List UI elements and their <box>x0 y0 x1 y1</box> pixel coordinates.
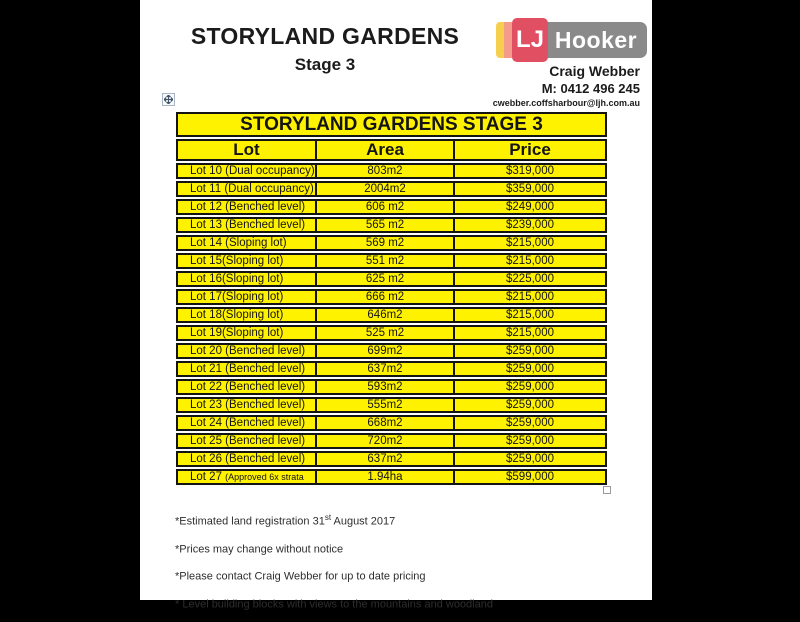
lot-cell: Lot 10 (Dual occupancy) <box>176 163 317 179</box>
agent-name: Craig Webber <box>549 63 640 79</box>
area-cell: 666 m2 <box>315 289 455 305</box>
price-cell: $259,000 <box>453 433 607 449</box>
price-cell: $215,000 <box>453 235 607 251</box>
table-row <box>176 181 607 197</box>
lot-table-body <box>176 163 607 485</box>
table-row <box>176 343 607 359</box>
agent-contact-block <box>493 63 640 108</box>
column-header-area: Area <box>315 139 455 161</box>
column-header-price: Price <box>453 139 607 161</box>
lot-cell: Lot 25 (Benched level) <box>176 433 317 449</box>
table-row <box>176 163 607 179</box>
notes <box>175 511 493 622</box>
lot-cell: Lot 23 (Benched level) <box>176 397 317 413</box>
lot-cell: Lot 20 (Benched level) <box>176 343 317 359</box>
agent-mobile: M: 0412 496 245 <box>541 81 640 96</box>
price-cell: $599,000 <box>453 469 607 485</box>
lot-cell: Lot 16(Sloping lot) <box>176 271 317 287</box>
price-cell: $215,000 <box>453 307 607 323</box>
area-cell: 625 m2 <box>315 271 455 287</box>
footnote: *Please contact Craig Webber for up to date pricing <box>175 570 426 583</box>
table-move-handle[interactable] <box>162 93 175 106</box>
price-cell: $259,000 <box>453 415 607 431</box>
table-row <box>176 469 607 485</box>
area-cell: 637m2 <box>315 451 455 467</box>
table-title: STORYLAND GARDENS STAGE 3 <box>176 112 607 137</box>
price-cell: $259,000 <box>453 451 607 467</box>
table-row <box>176 397 607 413</box>
lot-cell: Lot 24 (Benched level) <box>176 415 317 431</box>
price-cell: $239,000 <box>453 217 607 233</box>
table-title-row <box>176 112 607 137</box>
page-subtitle: Stage 3 <box>294 55 356 74</box>
lot-cell: Lot 18(Sloping lot) <box>176 307 317 323</box>
lj-badge <box>512 18 548 62</box>
table-row <box>176 199 607 215</box>
lot-cell: Lot 22 (Benched level) <box>176 379 317 395</box>
move-cross-icon <box>164 95 173 104</box>
lot-cell: Lot 14 (Sloping lot) <box>176 235 317 251</box>
area-cell: 699m2 <box>315 343 455 359</box>
footnote: *Prices may change without notice <box>175 543 344 556</box>
lj-badge-text: LJ <box>515 26 544 53</box>
table-header-row <box>176 139 607 161</box>
column-header-lot: Lot <box>176 139 317 161</box>
lot-cell: Lot 17(Sloping lot) <box>176 289 317 305</box>
price-cell: $249,000 <box>453 199 607 215</box>
logo-nameplate <box>545 22 647 58</box>
area-cell: 1.94ha <box>315 469 455 485</box>
page-title: STORYLAND GARDENS <box>190 23 460 49</box>
price-cell: $319,000 <box>453 163 607 179</box>
area-cell: 565 m2 <box>315 217 455 233</box>
price-cell: $359,000 <box>453 181 607 197</box>
table-row <box>176 361 607 377</box>
table-row <box>176 379 607 395</box>
price-cell: $259,000 <box>453 397 607 413</box>
area-cell: 668m2 <box>315 415 455 431</box>
price-cell: $259,000 <box>453 343 607 359</box>
lot-cell: Lot 26 (Benched level) <box>176 451 317 467</box>
table-row <box>176 217 607 233</box>
area-cell: 803m2 <box>315 163 455 179</box>
lot-cell: Lot 13 (Benched level) <box>176 217 317 233</box>
table-row <box>176 415 607 431</box>
area-cell: 555m2 <box>315 397 455 413</box>
price-cell: $259,000 <box>453 361 607 377</box>
logo-name-text: Hooker <box>554 26 638 53</box>
price-cell: $225,000 <box>453 271 607 287</box>
table-resize-handle[interactable] <box>603 486 611 494</box>
area-cell: 593m2 <box>315 379 455 395</box>
lot-cell: Lot 15(Sloping lot) <box>176 253 317 269</box>
lot-cell: Lot 19(Sloping lot) <box>176 325 317 341</box>
area-cell: 646m2 <box>315 307 455 323</box>
logo-stripe-yellow <box>496 22 504 58</box>
table-row <box>176 235 607 251</box>
logo-stripe-salmon <box>504 22 512 58</box>
ljhooker-logo <box>496 17 647 63</box>
area-cell: 569 m2 <box>315 235 455 251</box>
lot-cell: Lot 27 (Approved 6x strata <box>176 469 317 485</box>
area-cell: 720m2 <box>315 433 455 449</box>
price-table <box>176 112 607 487</box>
footnote: *Estimated land registration 31st August 2017 <box>175 513 396 528</box>
price-cell: $215,000 <box>453 289 607 305</box>
lot-cell: Lot 11 (Dual occupancy) <box>176 181 317 197</box>
table-row <box>176 289 607 305</box>
agent-email: cwebber.coffsharbour@ljh.com.au <box>492 98 640 108</box>
table-row <box>176 325 607 341</box>
table-row <box>176 271 607 287</box>
table-row <box>176 307 607 323</box>
lot-cell: Lot 21 (Benched level) <box>176 361 317 377</box>
table-row <box>176 433 607 449</box>
area-cell: 637m2 <box>315 361 455 377</box>
price-cell: $215,000 <box>453 253 607 269</box>
table-row <box>176 253 607 269</box>
area-cell: 2004m2 <box>315 181 455 197</box>
area-cell: 551 m2 <box>315 253 455 269</box>
table-row <box>176 451 607 467</box>
price-cell: $215,000 <box>453 325 607 341</box>
document-page <box>140 0 652 611</box>
price-cell: $259,000 <box>453 379 607 395</box>
lot-cell: Lot 12 (Benched level) <box>176 199 317 215</box>
footnote: * Level building blocks with views to the mountains and woodland <box>175 598 493 611</box>
area-cell: 606 m2 <box>315 199 455 215</box>
area-cell: 525 m2 <box>315 325 455 341</box>
